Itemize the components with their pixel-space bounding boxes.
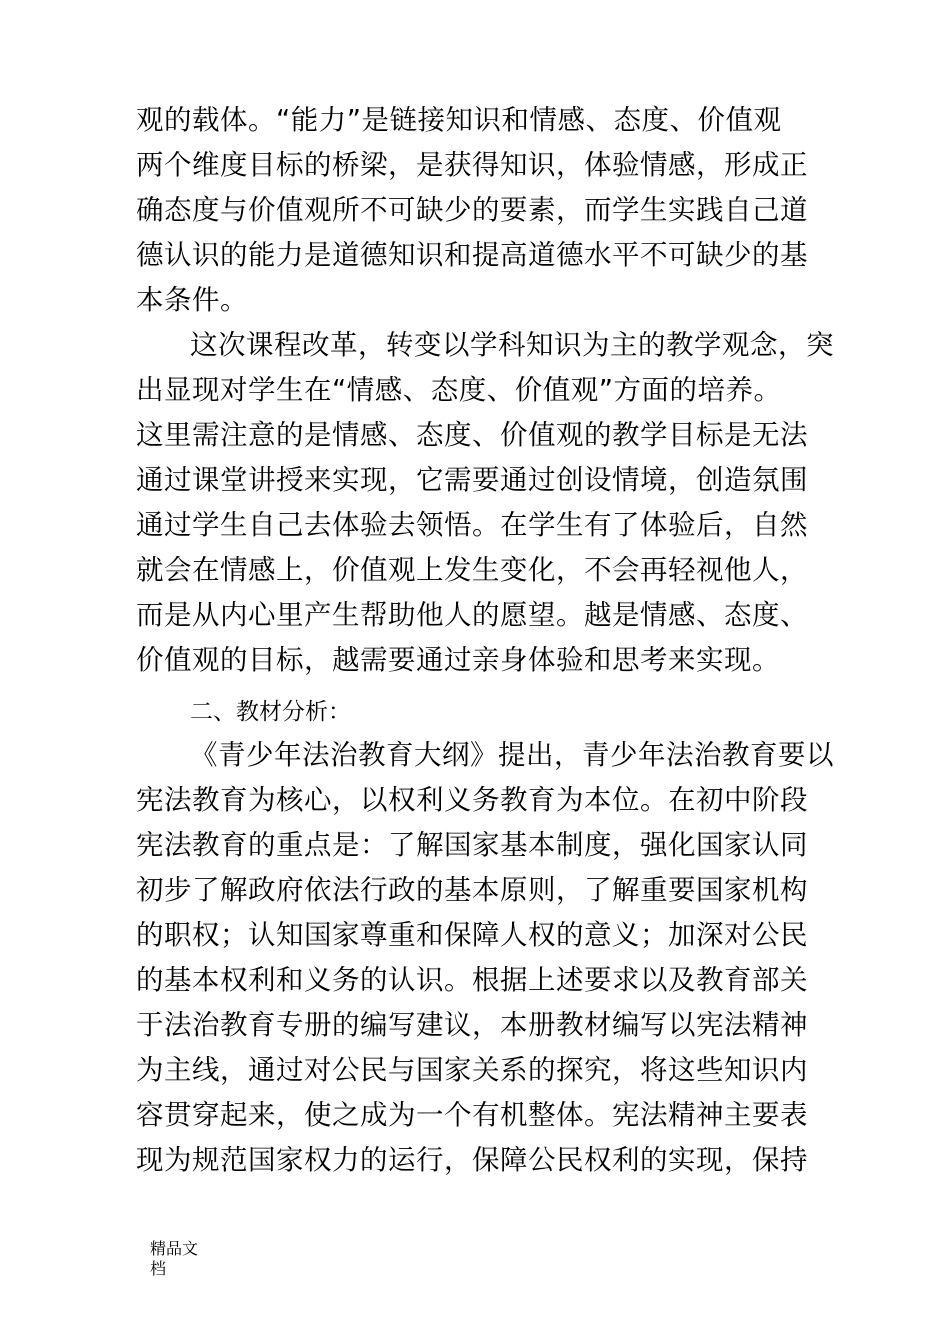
text-line: 通过课堂讲授来实现，它需要通过创设情境，创造氛围: [136, 464, 808, 496]
text-line: 为主线，通过对公民与国家关系的探究，将这些知识内: [136, 1054, 808, 1086]
text-line: 宪法教育的重点是：了解国家基本制度，强化国家认同: [136, 829, 808, 861]
text-line: 价值观的目标，越需要通过亲身体验和思考来实现。: [136, 644, 780, 676]
text-line: 宪法教育为核心，以权利义务教育为本位。在初中阶段: [136, 784, 808, 816]
text-line: 的职权；认知国家尊重和保障人权的意义；加深对公民: [136, 919, 808, 951]
section-heading: 二、教材分析：: [190, 699, 351, 725]
text-line: 确态度与价值观所不可缺少的要素，而学生实践自己道: [136, 194, 808, 226]
text-line: 观的载体。“能力”是链接知识和情感、态度、价值观: [136, 104, 782, 136]
paragraph-start-line: 这次课程改革，转变以学科知识为主的教学观念，突: [190, 329, 834, 361]
text-line: 容贯穿起来，使之成为一个有机整体。宪法精神主要表: [136, 1099, 808, 1131]
text-line: 初步了解政府依法行政的基本原则，了解重要国家机构: [136, 874, 808, 906]
text-line: 两个维度目标的桥梁，是获得知识，体验情感，形成正: [136, 149, 808, 181]
paragraph-start-line: 《青少年法治教育大纲》提出，青少年法治教育要以: [190, 739, 834, 771]
text-line: 就会在情感上，价值观上发生变化，不会再轻视他人，: [136, 554, 808, 586]
text-line: 这里需注意的是情感、态度、价值观的教学目标是无法: [136, 419, 808, 451]
footer-label-line1: 精品文: [150, 1239, 199, 1258]
text-line: 的基本权利和义务的认识。根据上述要求以及教育部关: [136, 964, 808, 996]
text-line: 通过学生自己去体验去领悟。在学生有了体验后，自然: [136, 509, 808, 541]
text-line: 德认识的能力是道德知识和提高道德水平不可缺少的基: [136, 239, 808, 271]
text-line: 本条件。: [136, 284, 248, 316]
text-line: 于法治教育专册的编写建议，本册教材编写以宪法精神: [136, 1009, 808, 1041]
text-line: 现为规范国家权力的运行，保障公民权利的实现，保持: [136, 1144, 808, 1176]
text-line: 而是从内心里产生帮助他人的愿望。越是情感、态度、: [136, 599, 808, 631]
footer-label-line2: 档: [150, 1259, 167, 1278]
text-line: 出显现对学生在“情感、态度、价值观”方面的培养。: [136, 374, 782, 406]
